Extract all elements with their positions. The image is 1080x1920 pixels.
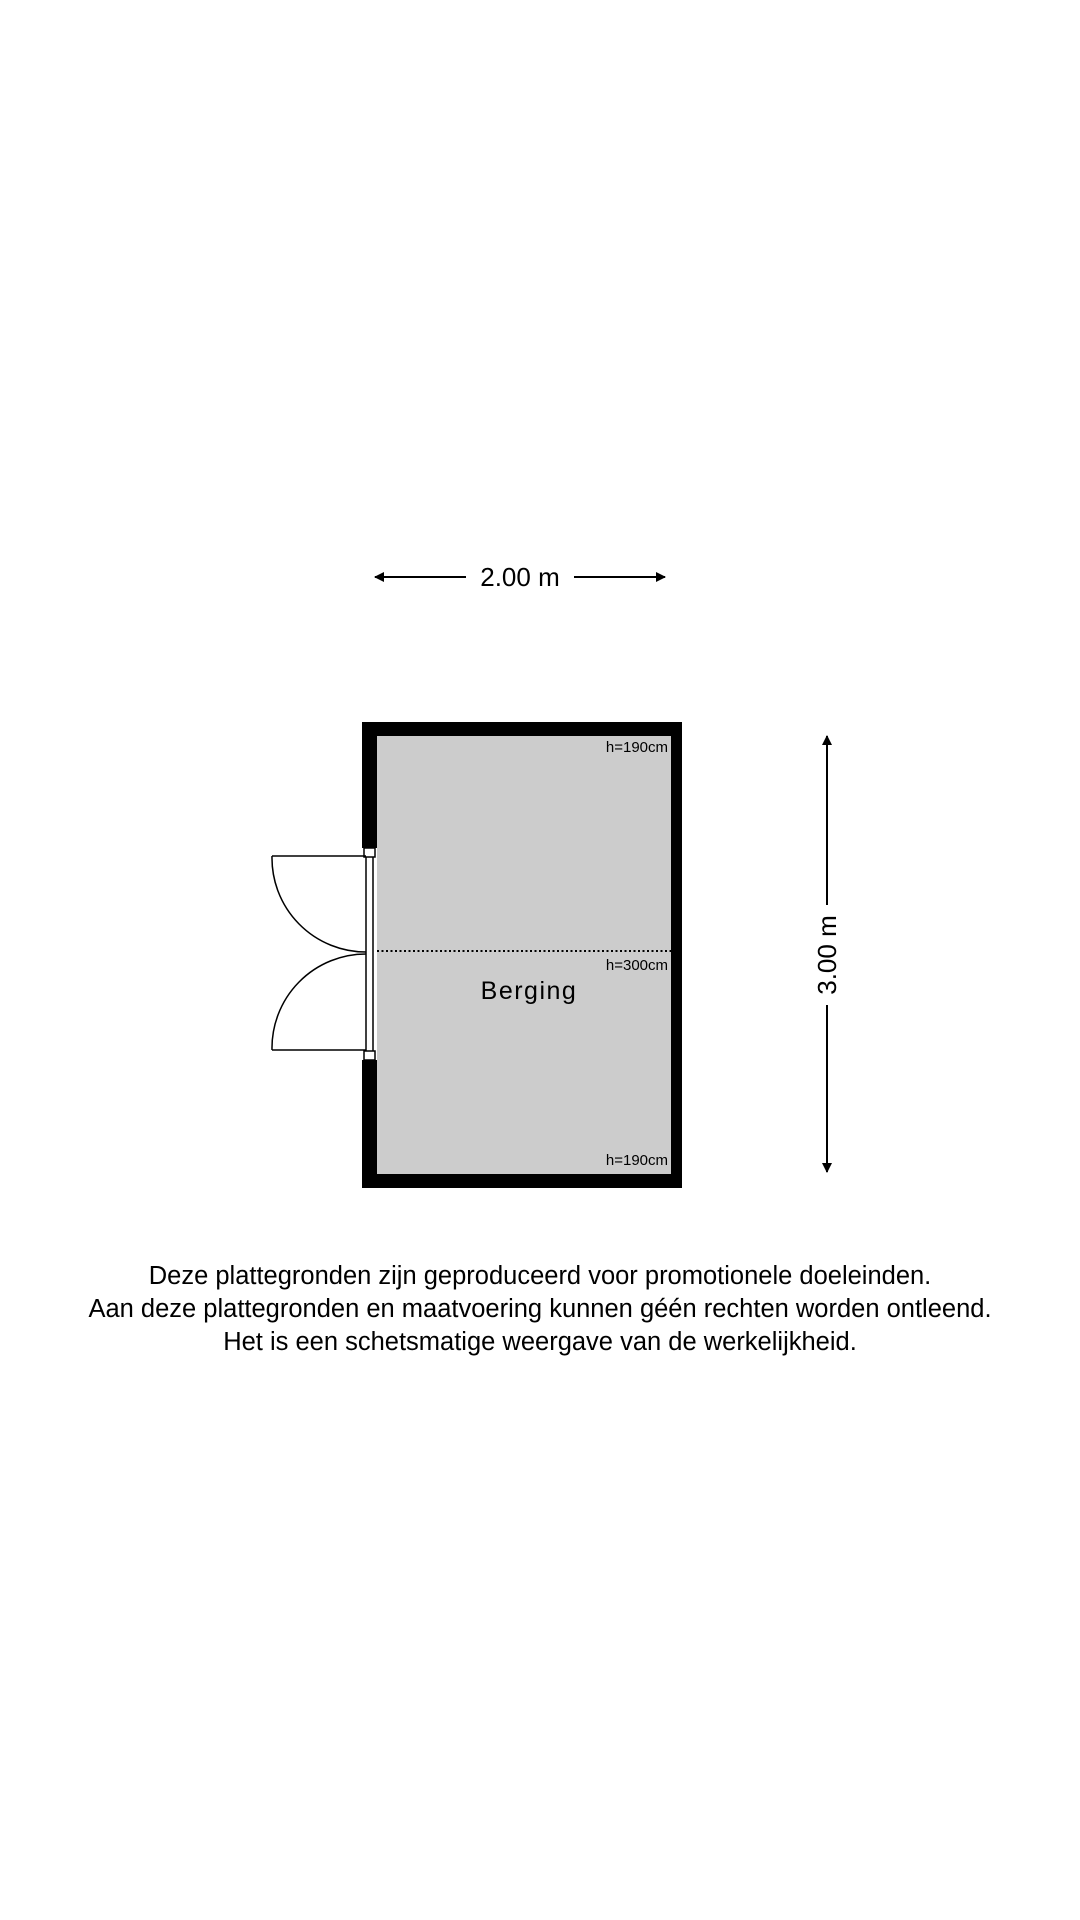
ceiling-height-top: h=190cm xyxy=(605,739,668,756)
room-berging xyxy=(272,722,682,1188)
room-floor xyxy=(377,736,671,1174)
width-dimension xyxy=(375,562,665,592)
door-swing-arc-top xyxy=(272,856,366,952)
height-dimension-label: 3.00 m xyxy=(812,915,842,995)
door-jamb-bottom xyxy=(364,1051,375,1060)
ceiling-height-ridge: h=300cm xyxy=(605,957,668,974)
room-label: Berging xyxy=(480,977,578,1005)
disclaimer-line-2: Aan deze plattegronden en maatvoering kunnen géén rechten worden ontleend. xyxy=(88,1295,992,1323)
disclaimer-line-3: Het is een schetsmatige weergave van de werkelijkheid. xyxy=(223,1328,857,1356)
door-swing-arc-bottom xyxy=(272,954,366,1050)
double-door xyxy=(272,856,366,1050)
height-dimension xyxy=(812,736,842,1172)
width-dimension-label: 2.00 m xyxy=(480,562,560,592)
ceiling-height-bottom: h=190cm xyxy=(605,1152,668,1169)
disclaimer xyxy=(0,1260,1080,1359)
disclaimer-line-1: Deze plattegronden zijn geproduceerd voor promotionele doeleinden. xyxy=(148,1262,932,1290)
